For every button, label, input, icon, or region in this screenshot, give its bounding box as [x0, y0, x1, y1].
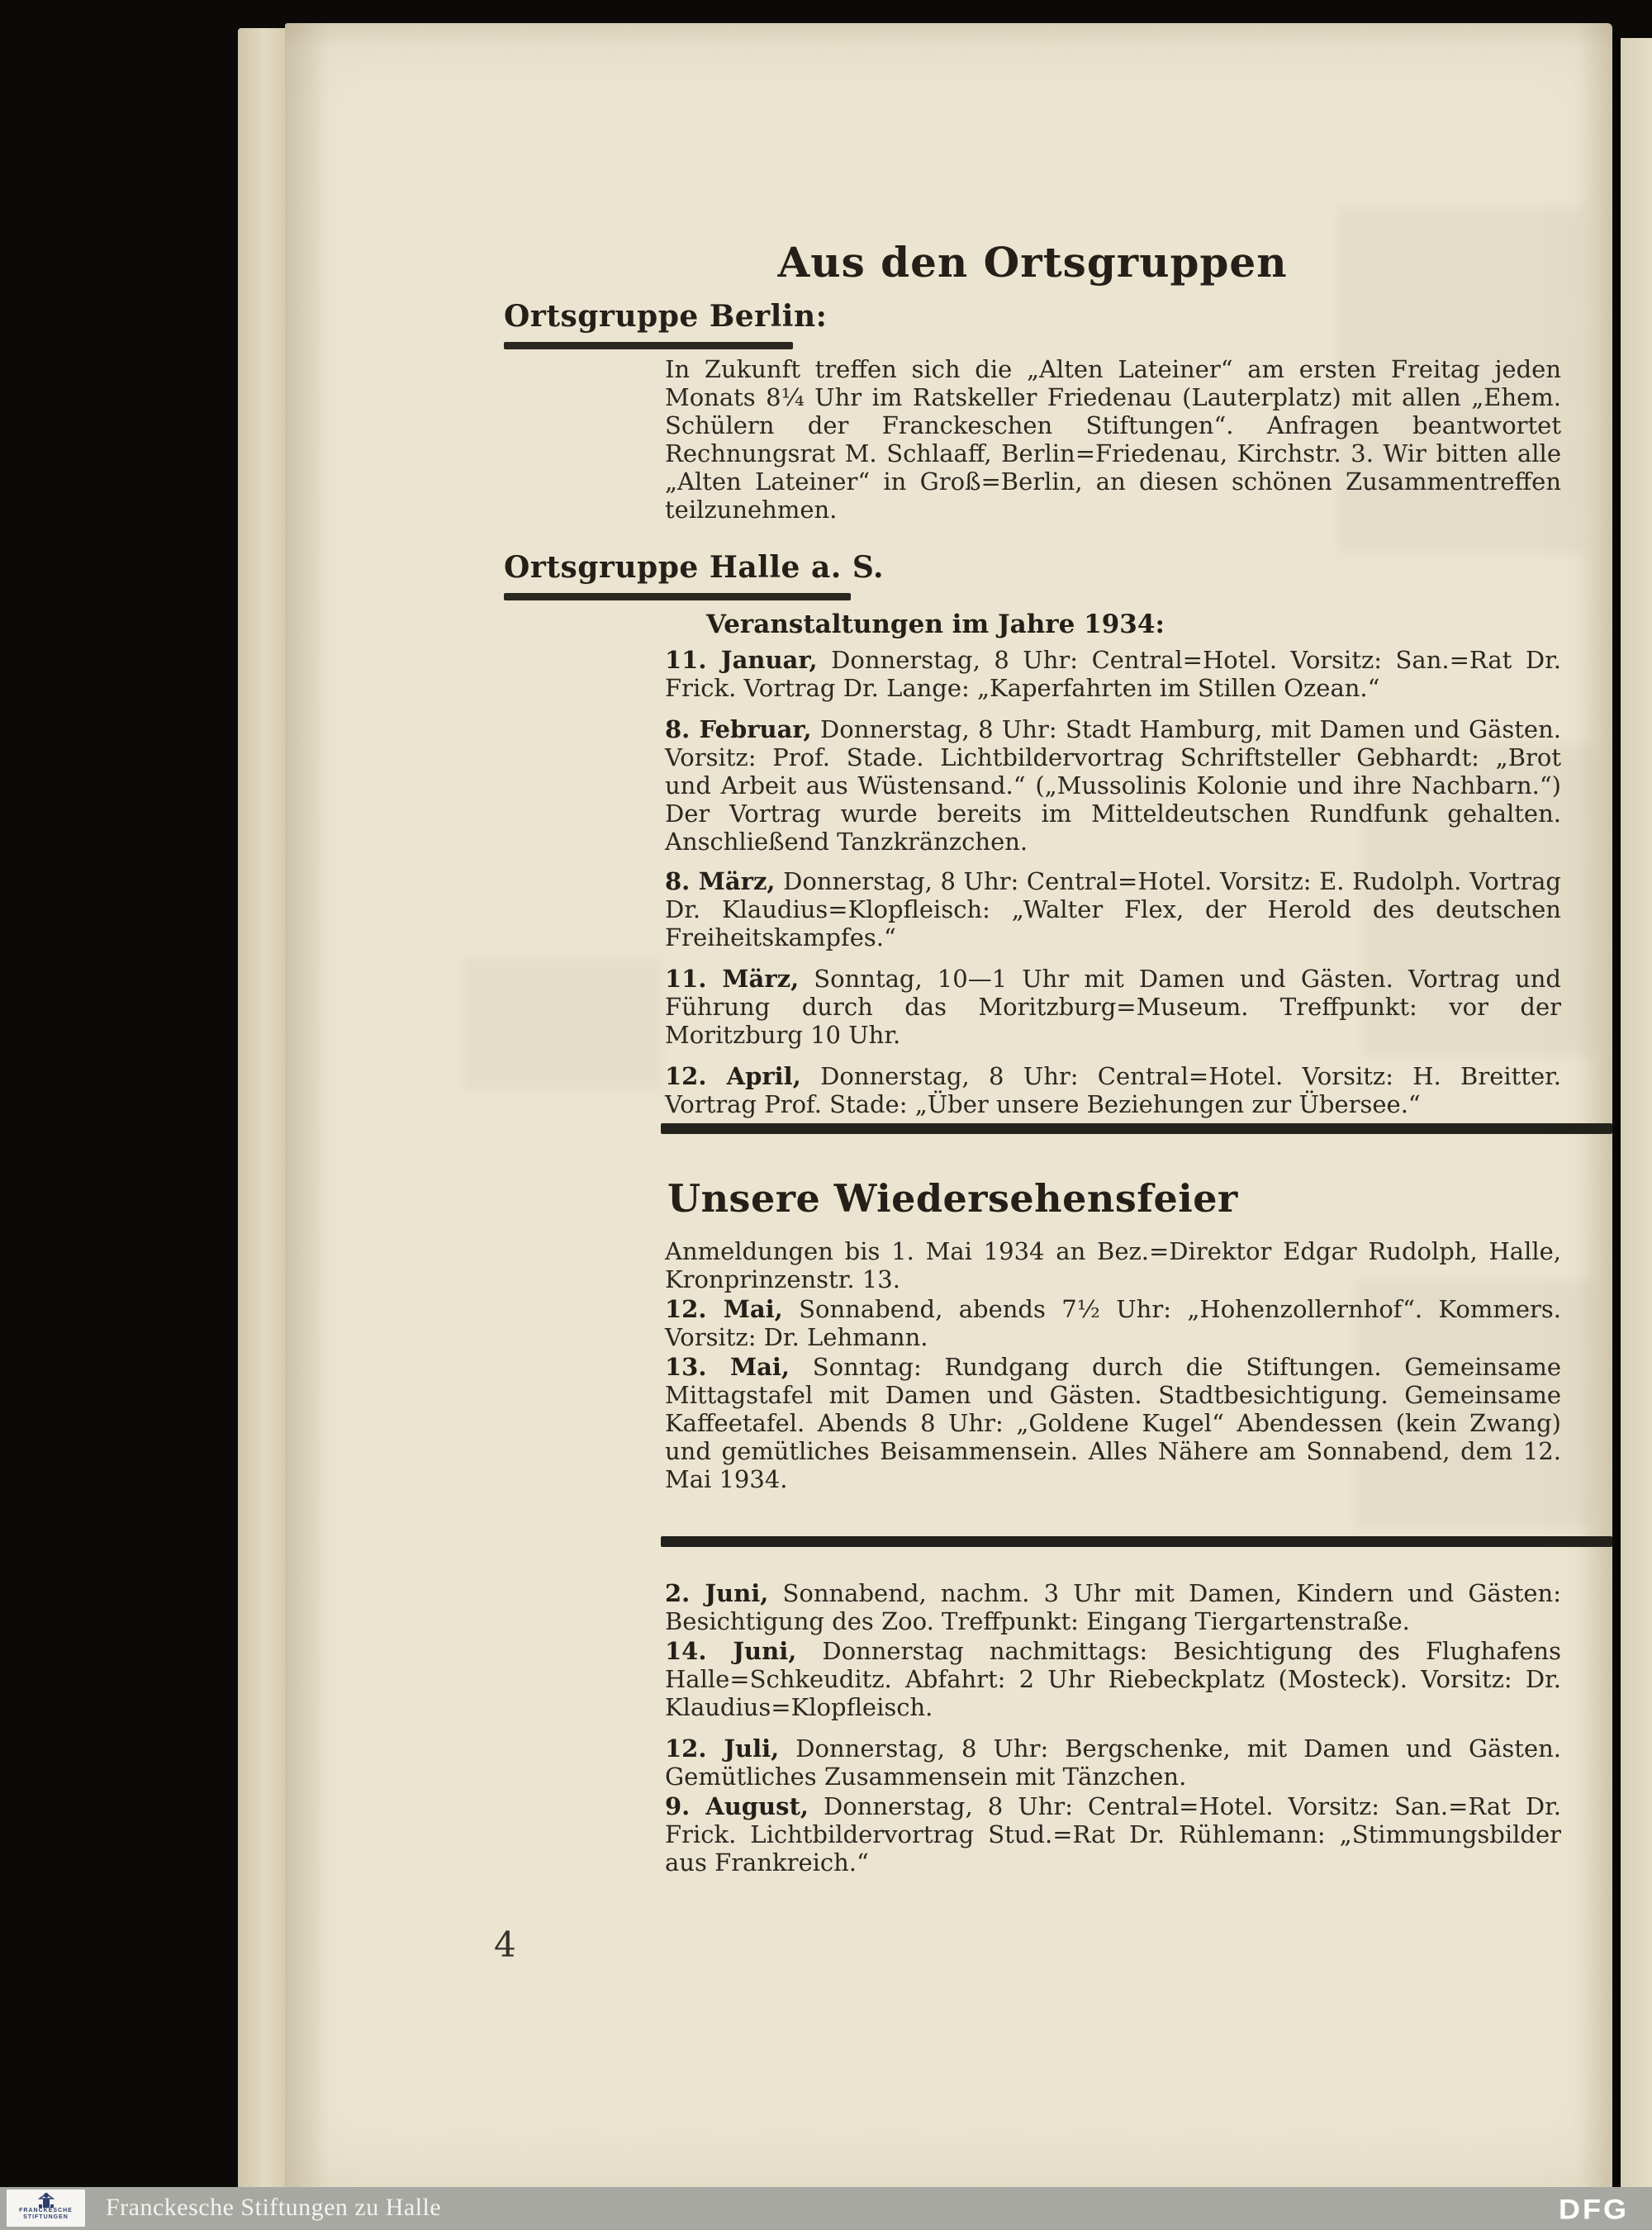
event-entry — [665, 1792, 1561, 1877]
viewer-footer-bar — [0, 2187, 1652, 2230]
event-text: Donnerstag, 8 Uhr: Bergschenke, mit Damen und Gästen. Gemütliches Zusammensein mit Tänzchen. — [665, 1734, 1562, 1791]
event-text: Donnerstag, 8 Uhr: Stadt Hamburg, mit Damen und Gästen. Vorsitz: Prof. Stade. Lichtbildervortrag Schriftsteller Gebhardt: „Brot und Arbeit aus Wüstensand.“ („Mussolinis Kolonie und ihre Nachbarn.“) Der Vortrag wurde bereits im Mitteldeutschen Rundfunk gehalten. Anschließend Tanzkränzchen. — [665, 715, 1561, 856]
event-date: 12. April, — [665, 1062, 801, 1090]
event-text: Donnerstag, 8 Uhr: Central=Hotel. Vorsitz: San.=Rat Dr. Frick. Lichtbildervortrag Stud.=Rat Dr. Rühlemann: „Stimmungsbilder aus Frankreich.“ — [665, 1792, 1562, 1877]
event-text: Donnerstag, 8 Uhr: Central=Hotel. Vorsitz: San.=Rat Dr. Frick. Vortrag Dr. Lange: „Kaperfahrten im Stillen Ozean.“ — [665, 646, 1561, 702]
page-number: 4 — [494, 1924, 516, 1965]
event-entry — [665, 965, 1561, 1049]
heading-underline — [504, 342, 793, 349]
event-entry — [665, 1353, 1561, 1493]
event-text: Sonnabend, nachm. 3 Uhr mit Damen, Kindern und Gästen: Besichtigung des Zoo. Treffpunkt: Eingang Tiergartenstraße. — [665, 1579, 1561, 1635]
heading-ortsgruppe-berlin: Ortsgruppe Berlin: — [504, 299, 828, 334]
event-text: Sonntag: Rundgang durch die Stiftungen. Gemeinsame Mittagstafel mit Damen und Gästen. Stadtbesichtigung. Gemeinsame Kaffeetafel. Abends 8 Uhr: „Goldene Kugel“ Abendessen (kein Zwang) und gemütliches Beisammensein. Alles Nähere am Sonnabend, dem 12. Mai 1934. — [665, 1353, 1562, 1493]
book-page-edge-left — [238, 28, 286, 2189]
event-date: 12. Juli, — [665, 1734, 780, 1763]
events-1934-subheading: Veranstaltungen im Jahre 1934: — [706, 610, 1165, 639]
event-entry — [665, 646, 1561, 702]
event-entry — [665, 867, 1561, 951]
heading-underline — [504, 593, 851, 600]
event-entry — [665, 1062, 1561, 1118]
event-date: 9. August, — [665, 1792, 809, 1820]
book-page-edge-right — [1621, 38, 1652, 2189]
feier-intro — [665, 1237, 1561, 1293]
logo-text-line1: FRANCKESCHE — [19, 2208, 73, 2213]
event-date: 12. Mai, — [665, 1295, 783, 1323]
event-text: Donnerstag, 8 Uhr: Central=Hotel. Vorsitz: E. Rudolph. Vortrag Dr. Klaudius=Klopfleisch: „Walter Flex, der Herold des deutschen Freiheitskampfes.“ — [665, 867, 1562, 951]
event-entry — [665, 1637, 1561, 1721]
event-text: Sonnabend, abends 7½ Uhr: „Hohenzollernhof“. Kommers. Vorsitz: Dr. Lehmann. — [665, 1295, 1561, 1351]
event-entry — [665, 1579, 1561, 1635]
franckesche-emblem-icon — [37, 2191, 55, 2208]
heading-wiedersehensfeier: Unsere Wiedersehensfeier — [667, 1176, 1238, 1221]
dfg-logo: DFG — [1559, 2193, 1629, 2225]
event-text: Donnerstag nachmittags: Besichtigung des Flughafens Halle=Schkeuditz. Abfahrt: 2 Uhr Riebeckplatz (Mosteck). Vorsitz: Dr. Klaudius=Klopfleisch. — [665, 1637, 1561, 1721]
page-title: Aus den Ortsgruppen — [777, 238, 1288, 287]
event-entry — [665, 1295, 1561, 1351]
heading-ortsgruppe-halle: Ortsgruppe Halle a. S. — [504, 550, 885, 585]
event-date: 13. Mai, — [665, 1353, 790, 1381]
logo-text-line2: STIFTUNGEN — [23, 2214, 69, 2220]
event-entry — [665, 715, 1561, 856]
feier-intro-text: Anmeldungen bis 1. Mai 1934 an Bez.=Direktor Edgar Rudolph, Halle, Kronprinzenstr. 13. — [665, 1237, 1561, 1293]
section-divider — [661, 1123, 1612, 1134]
event-text: Donnerstag, 8 Uhr: Central=Hotel. Vorsitz: H. Breitter. Vortrag Prof. Stade: „Über unsere Beziehungen zur Übersee.“ — [665, 1062, 1562, 1118]
event-date: 11. Januar, — [665, 646, 818, 674]
event-entry — [665, 1734, 1561, 1791]
franckesche-stiftungen-logo — [7, 2190, 85, 2227]
event-date: 14. Juni, — [665, 1637, 797, 1665]
berlin-paragraph-text: In Zukunft treffen sich die „Alten Lateiner“ am ersten Freitag jeden Monats 8¼ Uhr im Ratskeller Friedenau (Lauterplatz) mit allen „Ehem. Schülern der Franckeschen Stiftungen“. Anfragen beantwortet Rechnungsrat M. Schlaaff, Berlin=Friedenau, Kirchstr. 3. Wir bitten alle „Alten Lateiner“ in Groß=Berlin, an diesen schönen Zusammentreffen teilzunehmen. — [665, 355, 1561, 524]
event-date: 8. März, — [665, 867, 776, 895]
event-date: 2. Juni, — [665, 1579, 769, 1607]
event-date: 11. März, — [665, 965, 800, 993]
berlin-paragraph — [665, 355, 1561, 524]
bleed-through — [463, 958, 661, 1090]
event-text: Sonntag, 10—1 Uhr mit Damen und Gästen. Vortrag und Führung durch das Moritzburg=Museum. Treffpunkt: vor der Moritzburg 10 Uhr. — [665, 965, 1561, 1049]
institution-name: Franckesche Stiftungen zu Halle — [106, 2194, 442, 2221]
section-divider — [661, 1536, 1612, 1547]
event-date: 8. Februar, — [665, 715, 812, 743]
